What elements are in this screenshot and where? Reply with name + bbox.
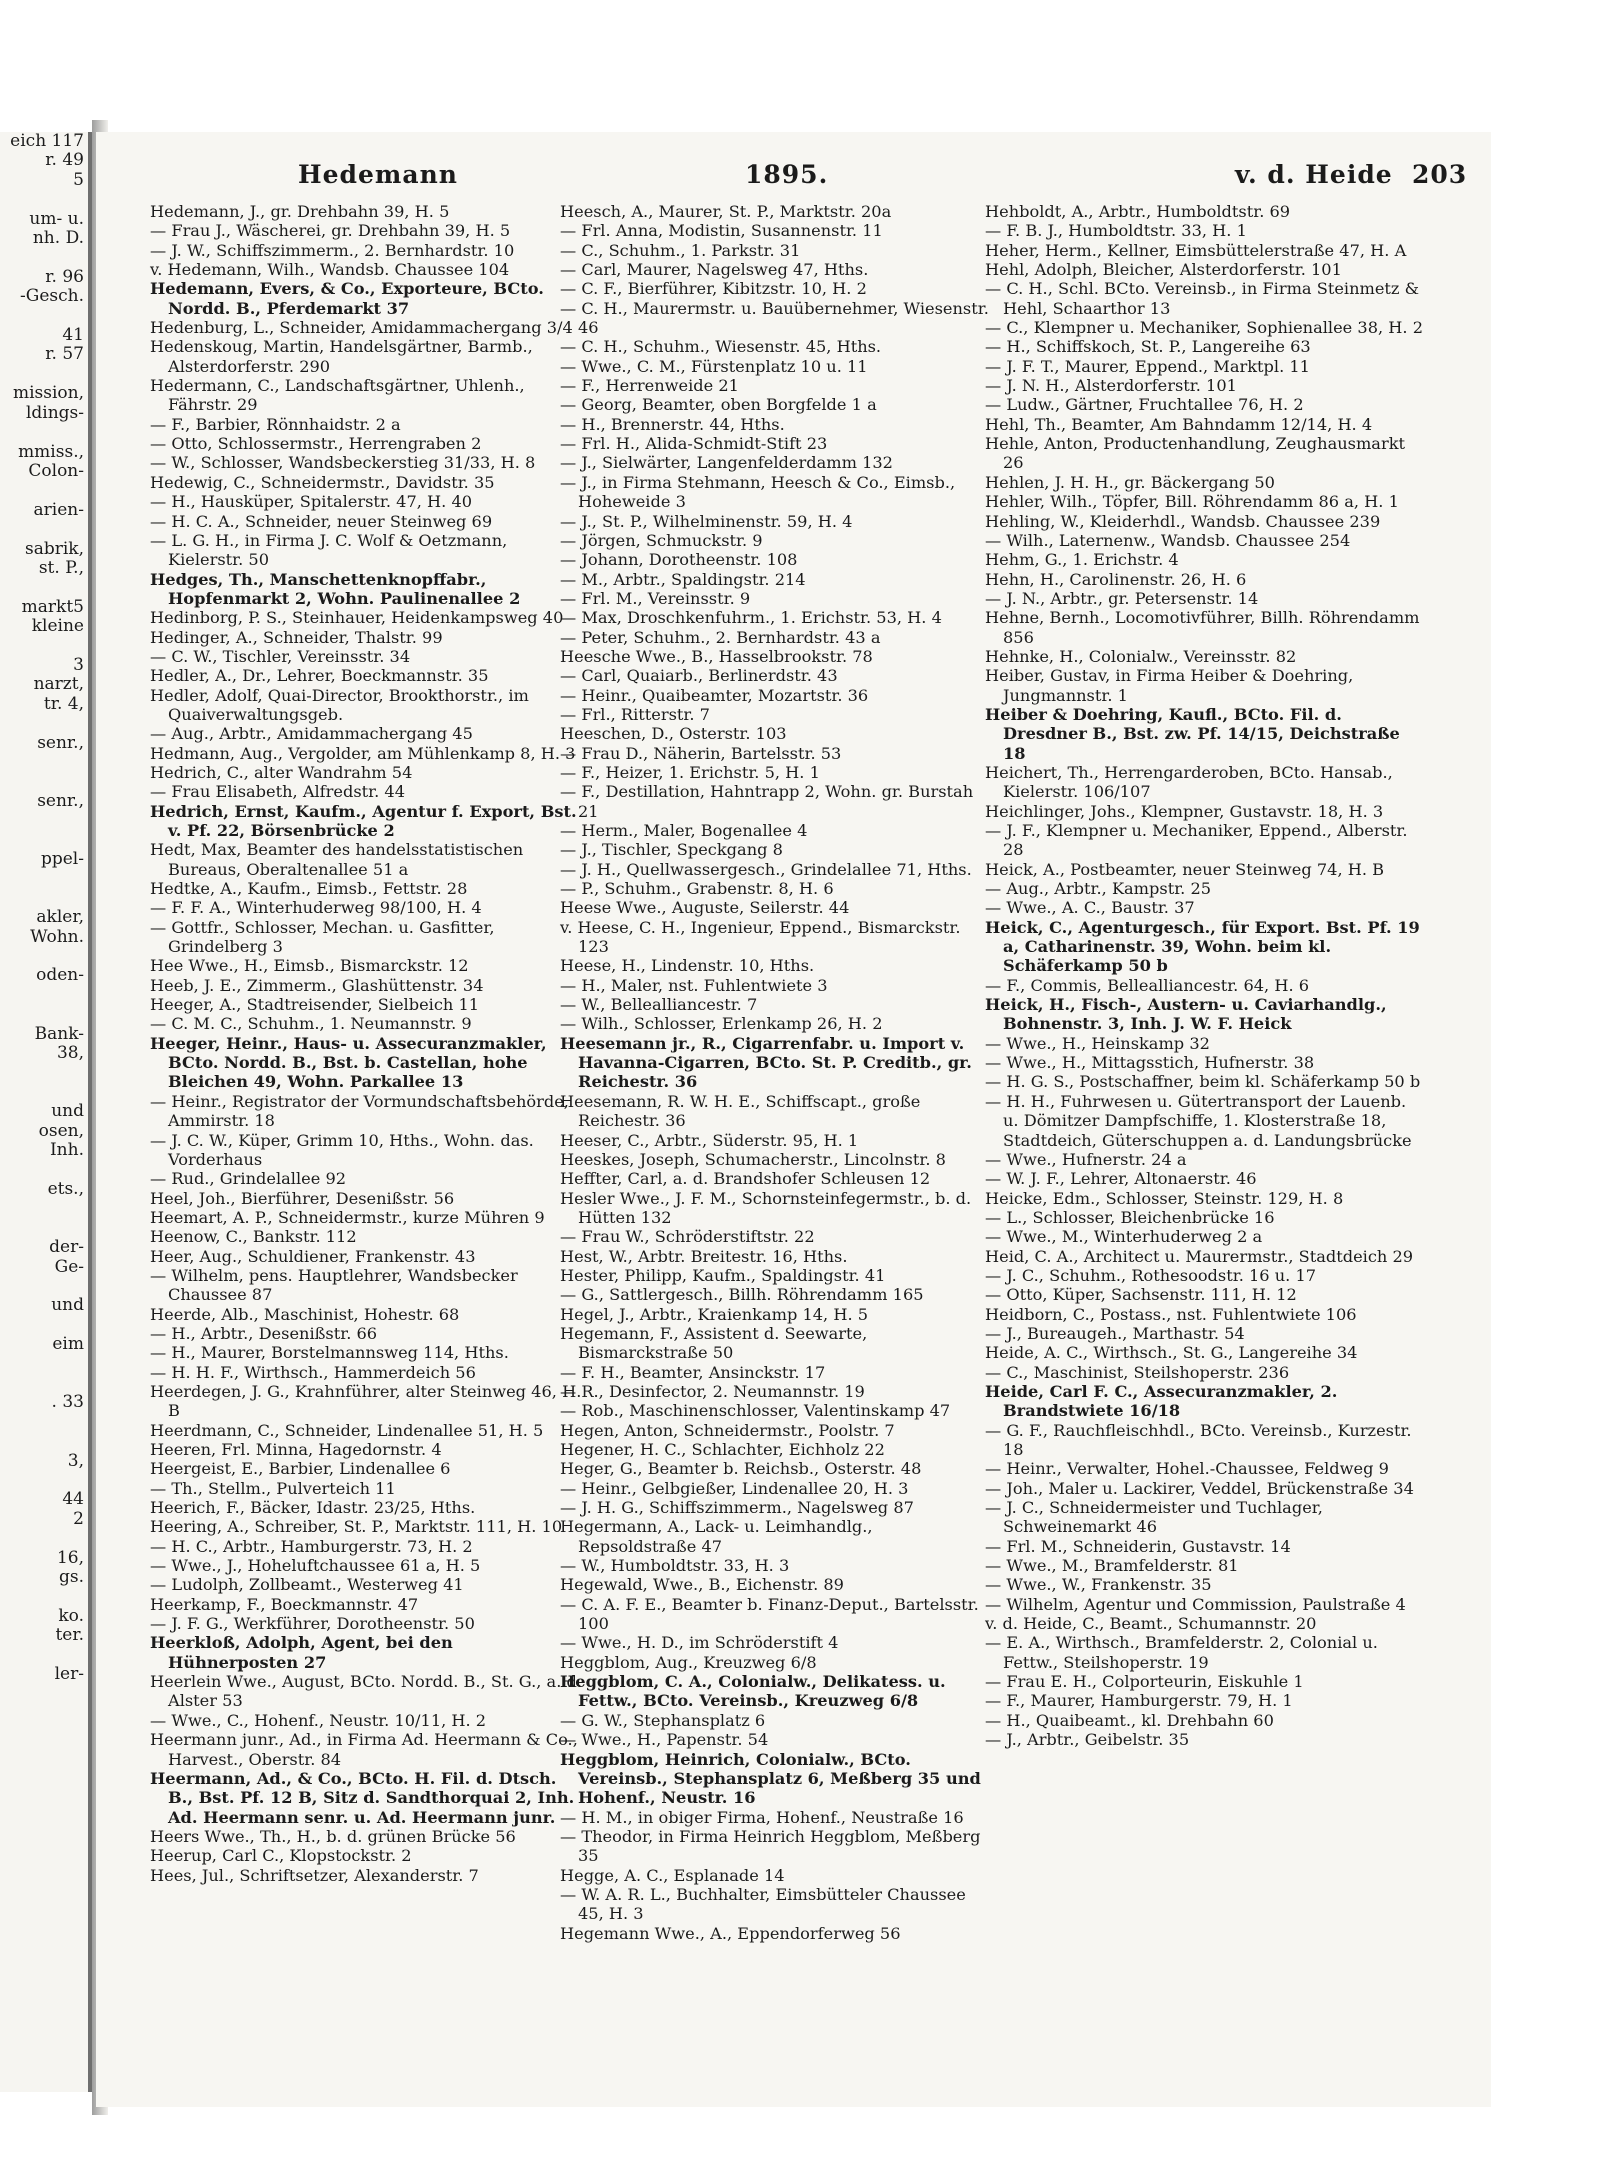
facing-page-fragment (0, 1219, 88, 1238)
facing-page-fragment: Bank- (34, 1023, 84, 1044)
directory-entry: Heers Wwe., Th., H., b. d. grünen Brücke 56 (150, 1826, 516, 1846)
directory-entry: Heerde, Alb., Maschinist, Hohestr. 68 (150, 1304, 460, 1324)
directory-entry: Hehboldt, A., Arbtr., Humboldtstr. 69 (985, 202, 1291, 221)
directory-entry: — J. C., Schuhm., Rothesoodstr. 16 u. 17 (985, 1265, 1317, 1285)
directory-entry: Heffter, Carl, a. d. Brandshofer Schleusen 12 (560, 1169, 931, 1189)
directory-entry: — L., Schlosser, Bleichenbrücke 16 (985, 1207, 1275, 1227)
directory-entry: Heerdegen, J. G., Krahnführer, alter Steinweg 46, H. B (150, 1381, 582, 1421)
header-year: 1895. (745, 160, 829, 189)
facing-page-fragment: ppel- (40, 849, 84, 870)
directory-entry: — C. M. C., Schuhm., 1. Neumannstr. 9 (150, 1014, 472, 1034)
directory-entry: — W., Bellealliancestr. 7 (560, 995, 758, 1015)
facing-page-fragment: r. 57 (45, 344, 84, 365)
header-left-keyword: Hedemann (298, 160, 458, 189)
directory-entry: — Frl. Anna, Modistin, Susannenstr. 11 (560, 221, 883, 241)
directory-entry: — J., Tischler, Speckgang 8 (560, 840, 783, 860)
facing-page-fragment: 38, (56, 1043, 84, 1064)
directory-entry: Heide, A. C., Wirthsch., St. G., Langereihe 34 (985, 1343, 1358, 1363)
directory-entry: Heick, H., Fisch-, Austern- u. Caviarhandlg., Bohnenstr. 3, Inh. J. W. F. Heick (985, 995, 1387, 1034)
directory-entry: — Frau E. H., Colporteurin, Eiskuhle 1 (985, 1672, 1304, 1692)
directory-entry: — Wilh., Laternenw., Wandsb. Chaussee 254 (985, 530, 1351, 550)
directory-entry: Hehle, Anton, Productenhandlung, Zeughausmarkt 26 (985, 434, 1406, 473)
directory-entry: — Wilhelm, Agentur und Commission, Paulstraße 4 (985, 1594, 1406, 1614)
directory-entry: Hegermann, A., Lack- u. Leimhandlg., Repsoldstraße 47 (560, 1517, 873, 1556)
facing-page-fragment (0, 520, 88, 539)
directory-entry: Hedemann, Evers, & Co., Exporteure, BCto. Nordd. B., Pferdemarkt 37 (150, 279, 544, 318)
directory-entry: — E. A., Wirthsch., Bramfelderstr. 2, Colonial u. Fettw., Steilshoperstr. 19 (985, 1633, 1378, 1672)
directory-entry: Hedrich, C., alter Wandrahm 54 (150, 762, 413, 782)
directory-entry: Heergeist, E., Barbier, Lindenallee 6 (150, 1459, 451, 1479)
directory-entry: — C., Klempner u. Mechaniker, Sophienallee 38, H. 2 (985, 318, 1423, 338)
facing-page-fragment: und (51, 1295, 84, 1316)
directory-entry: — J., in Firma Stehmann, Heesch & Co., Eimsb., Hoheweide 3 (560, 472, 956, 512)
directory-entry: Heichlinger, Johs., Klempner, Gustavstr. 18, H. 3 (985, 801, 1384, 821)
facing-page-fragment (0, 481, 88, 500)
directory-entry: — R., Desinfector, 2. Neumannstr. 19 (560, 1381, 865, 1401)
directory-entry: — F., Herrenweide 21 (560, 376, 739, 396)
directory-entry: — Frau Elisabeth, Alfredstr. 44 (150, 782, 406, 802)
directory-entry: — Wwe., H., Papenstr. 54 (560, 1730, 769, 1750)
facing-page-fragment: 3 (73, 654, 84, 675)
directory-entry: — J. F. T., Maurer, Eppend., Marktpl. 11 (985, 356, 1310, 376)
directory-entry: Heerdmann, C., Schneider, Lindenallee 51, H. 5 (150, 1420, 544, 1440)
facing-page-fragment: r. 49 (45, 150, 84, 171)
directory-entry: Heeschen, D., Osterstr. 103 (560, 724, 787, 744)
directory-entry: — Otto, Schlossermstr., Herrengraben 2 (150, 434, 482, 454)
facing-page-fragment: nh. D. (32, 228, 84, 249)
facing-page-fragment (0, 1064, 88, 1083)
directory-entry: Hegen, Anton, Schneidermstr., Poolstr. 7 (560, 1420, 895, 1440)
directory-entry: — Wwe., Hufnerstr. 24 a (985, 1149, 1187, 1169)
directory-entry: — J. N. H., Alsterdorferstr. 101 (985, 376, 1237, 396)
directory-entry: Hedt, Max, Beamter des handelsstatistischen Bureaus, Oberaltenallee 51 a (150, 840, 524, 879)
facing-page-fragment (0, 869, 88, 888)
directory-entry: Heichert, Th., Herrengarderoben, BCto. Hansab., Kielerstr. 106/107 (985, 762, 1393, 802)
directory-entry: Hedenburg, L., Schneider, Amidammachergang 3/4 (150, 318, 573, 338)
directory-entry: Heiber, Gustav, in Firma Heiber & Doehring, Jungmannstr. 1 (985, 666, 1354, 705)
directory-entry: — Heinr., Quaibeamter, Mozartstr. 36 (560, 685, 869, 705)
facing-page-fragment: und (51, 1101, 84, 1122)
directory-entry: Heering, A., Schreiber, St. P., Marktstr. 111, H. 10 (150, 1517, 563, 1537)
facing-page-fragment (0, 1316, 88, 1335)
facing-page-fragment: ldings- (25, 402, 84, 423)
facing-page-fragment: mission, (12, 383, 84, 404)
directory-entry: Hegge, A. C., Esplanade 14 (560, 1865, 785, 1885)
facing-page-fragment: akler, (36, 907, 84, 928)
directory-entry: — Carl, Maurer, Nagelsweg 47, Hths. (560, 260, 869, 280)
directory-entry: — J. W., Schiffszimmerm., 2. Bernhardstr. 10 (150, 240, 515, 260)
directory-entry: — J., Sielwärter, Langenfelderdamm 132 (560, 453, 893, 473)
directory-entry: — Joh., Maler u. Lackirer, Veddel, Brückenstraße 34 (985, 1478, 1414, 1498)
directory-entry: — Wwe., A. C., Baustr. 37 (985, 898, 1195, 918)
directory-entry: — Frl. M., Schneiderin, Gustavstr. 14 (985, 1536, 1291, 1556)
directory-entry: Hedinger, A., Schneider, Thalstr. 99 (150, 627, 443, 647)
directory-entry: — L. G. H., in Firma J. C. Wolf & Oetzmann, Kielerstr. 50 (150, 530, 508, 570)
facing-page-fragment: -Gesch. (20, 286, 84, 307)
facing-page-fragment (0, 1646, 88, 1665)
facing-page-fragment (0, 1083, 88, 1102)
directory-entry: Hedinborg, P. S., Steinhauer, Heidenkampsweg 40 (150, 608, 564, 628)
directory-entry: — J. H., Quellwassergesch., Grindelallee 71, Hths. (560, 859, 972, 879)
directory-entry: — W. J. F., Lehrer, Altonaerstr. 46 (985, 1169, 1257, 1189)
directory-entry: Heeser, C., Arbtr., Süderstr. 95, H. 1 (560, 1130, 859, 1150)
directory-entry: — Wwe., M., Winterhuderweg 2 a (985, 1227, 1263, 1247)
directory-entry: — Frl., Ritterstr. 7 (560, 704, 710, 724)
directory-entry: — Wwe., H. D., im Schröderstift 4 (560, 1633, 839, 1653)
column-2 (560, 202, 995, 1943)
directory-entry: — J. N., Arbtr., gr. Petersenstr. 14 (985, 588, 1259, 608)
facing-page-fragment: ets., (47, 1178, 84, 1199)
facing-page-fragment: arien- (33, 499, 84, 520)
directory-entry: — J. F., Klempner u. Mechaniker, Eppend., Alberstr. 28 (985, 821, 1408, 860)
directory-entry: Hehl, Adolph, Bleicher, Alsterdorferstr. 101 (985, 260, 1342, 280)
directory-entry: — G., Sattlergesch., Billh. Röhrendamm 165 (560, 1285, 924, 1305)
facing-page-fragment: ler- (54, 1664, 84, 1685)
directory-entry: — Wilhelm, pens. Hauptlehrer, Wandsbecker Chaussee 87 (150, 1265, 518, 1305)
directory-entry: — G. F., Rauchfleischhdl., BCto. Vereinsb., Kurzestr. 18 (985, 1420, 1412, 1459)
directory-entry: — Rud., Grindelallee 92 (150, 1169, 347, 1189)
directory-entry: — Peter, Schuhm., 2. Bernhardstr. 43 a (560, 627, 881, 647)
directory-entry: Heeb, J. E., Zimmerm., Glashüttenstr. 34 (150, 975, 484, 995)
directory-entry: — H., Arbtr., Desenißstr. 66 (150, 1323, 378, 1343)
directory-entry: — Wilh., Schlosser, Erlenkamp 26, H. 2 (560, 1014, 883, 1034)
directory-entry: Hehler, Wilh., Töpfer, Bill. Röhrendamm 86 a, H. 1 (985, 492, 1399, 512)
directory-entry: Hedrich, Ernst, Kaufm., Agentur f. Export, Bst. v. Pf. 22, Börsenbrücke 2 (150, 801, 577, 840)
directory-entry: Hedmann, Aug., Vergolder, am Mühlenkamp 8, H. 3 (150, 743, 576, 763)
facing-page-fragment (0, 831, 88, 850)
directory-entry: — Heinr., Registrator der Vormundschaftsbehörde, Ammirstr. 18 (150, 1091, 569, 1131)
directory-entry: — W., Humboldtstr. 33, H. 3 (560, 1556, 790, 1576)
directory-entry: — F., Barbier, Rönnhaidstr. 2 a (150, 414, 401, 434)
facing-page-fragment (0, 248, 88, 267)
directory-entry: Hehl, Th., Beamter, Am Bahndamm 12/14, H. 4 (985, 414, 1373, 434)
directory-entry: — Heinr., Gelbgießer, Lindenallee 20, H. 3 (560, 1478, 909, 1498)
directory-entry: v. d. Heide, C., Beamt., Schumannstr. 20 (985, 1614, 1317, 1634)
directory-entry: Heer, Aug., Schuldiener, Frankenstr. 43 (150, 1246, 476, 1266)
directory-entry: — Frau J., Wäscherei, gr. Drehbahn 39, H. 5 (150, 221, 511, 241)
facing-page-fragment: Colon- (28, 460, 84, 481)
directory-entry: — J. C., Schneidermeister und Tuchlager, Schweinemarkt 46 (985, 1498, 1323, 1537)
directory-entry: Heger, G., Beamter b. Reichsb., Osterstr. 48 (560, 1459, 922, 1479)
directory-entry: — H., Brennerstr. 44, Hths. (560, 414, 785, 434)
directory-entry: Heesch, A., Maurer, St. P., Marktstr. 20a (560, 202, 892, 221)
directory-entry: Hees, Jul., Schriftsetzer, Alexanderstr. 7 (150, 1865, 479, 1885)
facing-page-fragment (0, 1587, 88, 1606)
directory-entry: Heesche Wwe., B., Hasselbrookstr. 78 (560, 646, 873, 666)
facing-page-fragment: st. P., (38, 557, 84, 578)
directory-entry: Heggblom, Aug., Kreuzweg 6/8 (560, 1652, 817, 1672)
facing-page-fragment (0, 714, 88, 733)
directory-entry: Heermann junr., Ad., in Firma Ad. Heermann & Co., Harvest., Oberstr. 84 (150, 1730, 578, 1769)
facing-page-edge (0, 132, 93, 2092)
directory-entry: — J. F. G., Werkführer, Dorotheenstr. 50 (150, 1614, 475, 1634)
directory-entry: Heggblom, C. A., Colonialw., Delikatess. u. Fettw., BCto. Vereinsb., Kreuzweg 6/8 (560, 1672, 946, 1711)
directory-entry: — F. B. J., Humboldtstr. 33, H. 1 (985, 221, 1247, 241)
directory-entry: Hedler, Adolf, Quai-Director, Brookthorstr., im Quaiverwaltungsgeb. (150, 685, 529, 724)
directory-entry: Heeger, A., Stadtreisender, Sielbeich 11 (150, 995, 480, 1015)
directory-entry: — Frl. H., Alida-Schmidt-Stift 23 (560, 434, 828, 454)
directory-entry: Heggblom, Heinrich, Colonialw., BCto. Vereinsb., Stephansplatz 6, Meßberg 35 und Hohenf., Neustr. 16 (560, 1749, 981, 1808)
directory-entry: Heesemann, R. W. H. E., Schiffscapt., große Reichestr. 36 (560, 1091, 921, 1131)
facing-page-fragment: narzt, (33, 674, 84, 695)
facing-page-fragment: senr., (37, 732, 84, 753)
directory-entry: Heid, C. A., Architect u. Maurermstr., Stadtdeich 29 (985, 1246, 1414, 1266)
column-1 (150, 202, 585, 1885)
facing-page-fragment: 5 (73, 169, 84, 190)
directory-entry: — Wwe., C. M., Fürstenplatz 10 u. 11 (560, 356, 868, 376)
directory-entry: Heeren, Frl. Minna, Hagedornstr. 4 (150, 1440, 442, 1459)
directory-entry: Hedler, A., Dr., Lehrer, Boeckmannstr. 35 (150, 666, 489, 686)
facing-page-fragment: Inh. (49, 1140, 84, 1161)
column-3 (985, 202, 1425, 1750)
directory-entry: — H., Quaibeamt., kl. Drehbahn 60 (985, 1710, 1274, 1730)
facing-page-fragment (0, 1529, 88, 1548)
directory-entry: — P., Schuhm., Grabenstr. 8, H. 6 (560, 879, 834, 899)
directory-entry: Hedermann, C., Landschaftsgärtner, Uhlenh., Fährstr. 29 (150, 376, 525, 415)
directory-entry: — C. H., Schuhm., Wiesenstr. 45, Hths. (560, 337, 882, 357)
directory-entry: Heenow, C., Bankstr. 112 (150, 1227, 357, 1247)
facing-page-fragment (0, 753, 88, 772)
facing-page-fragment: senr., (37, 790, 84, 811)
facing-page-fragment: tr. 4, (43, 693, 84, 714)
facing-page-fragment (0, 307, 88, 326)
directory-entry: — H., Maurer, Borstelmannsweg 114, Hths. (150, 1343, 509, 1363)
directory-entry: Hehnke, H., Colonialw., Vereinsstr. 82 (985, 646, 1297, 666)
directory-entry: — J., Bureaugeh., Marthastr. 54 (985, 1323, 1245, 1343)
directory-entry: — H. M., in obiger Firma, Hohenf., Neustraße 16 (560, 1807, 964, 1827)
directory-entry: Hedenskoug, Martin, Handelsgärtner, Barmb., Alsterdorferstr. 290 (150, 337, 533, 376)
facing-page-fragment: mmiss., (18, 441, 84, 462)
facing-page-fragment (0, 1413, 88, 1432)
facing-page-fragment (0, 190, 88, 209)
directory-entry: — C. A. F. E., Beamter b. Finanz-Deput., Bartelsstr. 100 (560, 1594, 979, 1634)
directory-entry: Heicke, Edm., Schlosser, Steinstr. 129, H. 8 (985, 1188, 1344, 1208)
directory-entry: — H., Schiffskoch, St. P., Langereihe 63 (985, 337, 1311, 357)
facing-page-fragment: kleine (31, 616, 84, 637)
facing-page-fragment (0, 423, 88, 442)
facing-page-fragment (0, 1432, 88, 1451)
directory-entry: — F., Maurer, Hamburgerstr. 79, H. 1 (985, 1691, 1293, 1711)
directory-entry: Heemart, A. P., Schneidermstr., kurze Mühren 9 (150, 1207, 545, 1227)
directory-entry: Hegemann, F., Assistent d. Seewarte, Bismarckstraße 50 (560, 1323, 868, 1363)
directory-entry: — H. C. A., Schneider, neuer Steinweg 69 (150, 511, 493, 531)
directory-entry: — Frl. M., Vereinsstr. 9 (560, 588, 751, 608)
directory-entry: — Wwe., C., Hohenf., Neustr. 10/11, H. 2 (150, 1710, 487, 1730)
facing-page-fragment (0, 1277, 88, 1296)
directory-entry: Heick, A., Postbeamter, neuer Steinweg 74, H. B (985, 859, 1385, 879)
facing-page-fragment: . 33 (51, 1392, 84, 1413)
directory-entry: — Herm., Maler, Bogenallee 4 (560, 821, 808, 840)
facing-page-fragment: markt5 (21, 596, 84, 617)
directory-entry: — H. H. F., Wirthsch., Hammerdeich 56 (150, 1362, 476, 1382)
directory-entry: — Heinr., Verwalter, Hohel.-Chaussee, Feldweg 9 (985, 1459, 1389, 1479)
directory-entry: Hehn, H., Carolinenstr. 26, H. 6 (985, 569, 1247, 589)
directory-entry: Hehlen, J. H. H., gr. Bäckergang 50 (985, 472, 1275, 492)
directory-entry: — Wwe., M., Bramfelderstr. 81 (985, 1556, 1239, 1576)
facing-page-fragment (0, 1199, 88, 1218)
facing-page-fragment: Wohn. (30, 926, 84, 947)
directory-entry: Hest, W., Arbtr. Breitestr. 16, Hths. (560, 1246, 848, 1266)
directory-entry: — J., St. P., Wilhelminenstr. 59, H. 4 (560, 511, 853, 531)
directory-entry: Hedemann, J., gr. Drehbahn 39, H. 5 (150, 202, 450, 221)
facing-page-fragment: 2 (73, 1508, 84, 1529)
directory-entry: Hesler Wwe., J. F. M., Schornsteinfegermstr., b. d. Hütten 132 (560, 1188, 972, 1227)
directory-entry: Heerup, Carl C., Klopstockstr. 2 (150, 1846, 412, 1866)
directory-entry: — W., Schlosser, Wandsbeckerstieg 31/33, H. 8 (150, 453, 536, 473)
directory-entry: — H., Hausküper, Spitalerstr. 47, H. 40 (150, 492, 473, 512)
directory-entry: — Wwe., W., Frankenstr. 35 (985, 1575, 1212, 1595)
directory-entry: Heidborn, C., Postass., nst. Fuhlentwiete 106 (985, 1304, 1357, 1324)
facing-page-fragment (0, 947, 88, 966)
page-header (150, 160, 1470, 196)
facing-page-fragment: r. 96 (45, 266, 84, 287)
facing-page-fragment (0, 889, 88, 908)
directory-entry: — Ludolph, Zollbeamt., Westerweg 41 (150, 1575, 464, 1595)
directory-entry: — M., Arbtr., Spaldingstr. 214 (560, 569, 806, 589)
directory-entry: — W. A. R. L., Buchhalter, Eimsbütteler Chaussee 45, H. 3 (560, 1884, 966, 1924)
page-number: 203 (1412, 160, 1468, 189)
facing-page-fragment: Ge- (54, 1256, 84, 1277)
directory-entry: — F. F. A., Winterhuderweg 98/100, H. 4 (150, 898, 482, 918)
facing-page-fragment: osen, (38, 1120, 84, 1141)
directory-entry: Hegener, H. C., Schlachter, Eichholz 22 (560, 1440, 885, 1459)
directory-entry: Heide, Carl F. C., Assecuranzmakler, 2. Brandstwiete 16/18 (985, 1381, 1338, 1421)
facing-page-fragment (0, 1005, 88, 1024)
directory-entry: — Max, Droschkenfuhrm., 1. Erichstr. 53, H. 4 (560, 608, 942, 628)
directory-entry: — F. H., Beamter, Ansinckstr. 17 (560, 1362, 826, 1382)
facing-page-fragment (0, 365, 88, 384)
directory-entry: Hegemann Wwe., A., Eppendorferweg 56 (560, 1923, 901, 1943)
directory-entry: — C. W., Tischler, Vereinsstr. 34 (150, 646, 411, 666)
facing-page-fragment: um- u. (29, 208, 84, 229)
facing-page-fragment: 16, (56, 1547, 84, 1568)
directory-entry: v. Heese, C. H., Ingenieur, Eppend., Bismarckstr. 123 (560, 917, 961, 957)
directory-entry: — Rob., Maschinenschlosser, Valentinskamp 47 (560, 1401, 951, 1421)
facing-page-fragment: oden- (36, 965, 84, 986)
directory-entry: Heesemann jr., R., Cigarrenfabr. u. Import v. Havanna-Cigarren, BCto. St. P. Creditb., gr. Reichestr. 36 (560, 1033, 972, 1092)
directory-entry: Heerkamp, F., Boeckmannstr. 47 (150, 1594, 419, 1614)
directory-entry: — F., Heizer, 1. Erichstr. 5, H. 1 (560, 762, 820, 782)
facing-page-fragment (0, 1471, 88, 1490)
directory-entry: — Jörgen, Schmuckstr. 9 (560, 530, 763, 550)
directory-entry: — Wwe., J., Hoheluftchaussee 61 a, H. 5 (150, 1556, 481, 1576)
directory-entry: Hehling, W., Kleiderhdl., Wandsb. Chaussee 239 (985, 511, 1381, 531)
directory-entry: — Carl, Quaiarb., Berlinerdstr. 43 (560, 666, 838, 686)
directory-entry: — C. H., Maurermstr. u. Bauübernehmer, Wiesenstr. 46 (560, 298, 989, 338)
directory-entry: Heher, Herm., Kellner, Eimsbüttelerstraße 47, H. A (985, 240, 1407, 260)
directory-entry: Heese, H., Lindenstr. 10, Hths. (560, 956, 815, 976)
facing-page-fragment (0, 772, 88, 791)
directory-entry: — H. G. S., Postschaffner, beim kl. Schäferkamp 50 b (985, 1072, 1421, 1092)
facing-page-fragment: der- (49, 1237, 84, 1258)
directory-entry: — Gottfr., Schlosser, Mechan. u. Gasfitter, Grindelberg 3 (150, 917, 495, 957)
directory-entry: — G. W., Stephansplatz 6 (560, 1710, 766, 1730)
facing-page-fragment: ter. (55, 1625, 84, 1646)
directory-entry: — H. H., Fuhrwesen u. Gütertransport der Lauenb. u. Dömitzer Dampfschiffe, 1. Klosterstraße 18, Stadtdeich, Güterschuppen a. d. Landungsbrücke (985, 1091, 1412, 1150)
directory-entry: — Aug., Arbtr., Kampstr. 25 (985, 879, 1212, 899)
directory-entry: Hee Wwe., H., Eimsb., Bismarckstr. 12 (150, 956, 469, 976)
directory-entry: Hedges, Th., Manschettenknopffabr., Hopfenmarkt 2, Wohn. Paulinenallee 2 (150, 569, 521, 608)
directory-entry: — Frau D., Näherin, Bartelsstr. 53 (560, 743, 842, 763)
directory-entry: Hegewald, Wwe., B., Eichenstr. 89 (560, 1575, 844, 1595)
directory-entry: Hegel, J., Arbtr., Kraienkamp 14, H. 5 (560, 1304, 869, 1324)
directory-entry: — Ludw., Gärtner, Fruchtallee 76, H. 2 (985, 395, 1304, 415)
directory-entry: Heeskes, Joseph, Schumacherstr., Lincolnstr. 8 (560, 1149, 946, 1169)
directory-entry: Hedtke, A., Kaufm., Eimsb., Fettstr. 28 (150, 879, 468, 899)
facing-page-fragment: gs. (58, 1567, 84, 1588)
directory-entry: — Theodor, in Firma Heinrich Heggblom, Meßberg 35 (560, 1826, 981, 1866)
facing-page-fragment (0, 986, 88, 1005)
directory-entry: Heerkloß, Adolph, Agent, bei den Hühnerposten 27 (150, 1633, 453, 1672)
directory-entry: — Johann, Dorotheenstr. 108 (560, 550, 798, 570)
header-right-keyword: v. d. Heide (1235, 160, 1393, 189)
facing-page-fragment: 41 (62, 325, 84, 346)
facing-page-fragment: 44 (62, 1489, 84, 1510)
directory-entry: — Otto, Küper, Sachsenstr. 111, H. 12 (985, 1285, 1297, 1305)
directory-entry: Heiber & Doehring, Kaufl., BCto. Fil. d. Dresdner B., Bst. zw. Pf. 14/15, Deichstraße 18 (985, 704, 1400, 763)
scan-margin (0, 0, 1600, 58)
directory-entry: Heerlein Wwe., August, BCto. Nordd. B., St. G., a. d. Alster 53 (150, 1672, 582, 1711)
directory-entry: Hedewig, C., Schneidermstr., Davidstr. 35 (150, 472, 495, 492)
facing-page-fragment: eich 117 (10, 132, 84, 151)
directory-entry: — Wwe., H., Heinskamp 32 (985, 1033, 1210, 1053)
directory-entry: v. Hedemann, Wilh., Wandsb. Chaussee 104 (150, 260, 510, 280)
directory-entry: — Frau W., Schröderstiftstr. 22 (560, 1227, 815, 1247)
facing-page-fragment: ko. (58, 1605, 84, 1626)
directory-entry: — C., Maschinist, Steilshoperstr. 236 (985, 1362, 1290, 1382)
directory-entry: — C. H., Schl. BCto. Vereinsb., in Firma Steinmetz & Hehl, Schaarthor 13 (985, 279, 1420, 318)
facing-page-fragment (0, 1161, 88, 1180)
facing-page-fragment: sabrik, (24, 538, 84, 559)
directory-entry: — H., Maler, nst. Fuhlentwiete 3 (560, 975, 828, 995)
directory-entry: Hehm, G., 1. Erichstr. 4 (985, 550, 1179, 570)
directory-entry: — F., Commis, Bellealliancestr. 64, H. 6 (985, 975, 1310, 995)
directory-entry: — Wwe., H., Mittagsstich, Hufnerstr. 38 (985, 1053, 1315, 1073)
directory-entry: Heick, C., Agenturgesch., für Export. Bst. Pf. 19 a, Catharinenstr. 39, Wohn. beim kl. Schäferkamp 50 b (985, 917, 1420, 976)
directory-entry: Heeger, Heinr., Haus- u. Assecuranzmakler, BCto. Nordd. B., Bst. b. Castellan, hohe Bleichen 49, Wohn. Parkallee 13 (150, 1033, 547, 1092)
directory-entry: — H. C., Arbtr., Hamburgerstr. 73, H. 2 (150, 1536, 473, 1556)
directory-entry: Heese Wwe., Auguste, Seilerstr. 44 (560, 898, 850, 918)
directory-entry: — F., Destillation, Hahntrapp 2, Wohn. gr. Burstah 21 (560, 782, 974, 821)
directory-entry: Hester, Philipp, Kaufm., Spaldingstr. 41 (560, 1265, 886, 1285)
facing-page-fragment (0, 1355, 88, 1374)
directory-entry: — Aug., Arbtr., Amidammachergang 45 (150, 724, 473, 744)
directory-entry: — Georg, Beamter, oben Borgfelde 1 a (560, 395, 877, 415)
facing-page-fragment (0, 1374, 88, 1393)
facing-page-fragment: eim (52, 1334, 84, 1355)
directory-entry: — J., Arbtr., Geibelstr. 35 (985, 1730, 1190, 1750)
facing-page-fragment: 3, (67, 1450, 84, 1471)
directory-entry: Heel, Joh., Bierführer, Desenißstr. 56 (150, 1188, 455, 1208)
directory-entry: Hehne, Bernh., Locomotivführer, Billh. Röhrendamm 856 (985, 608, 1420, 647)
facing-page-fragment (0, 811, 88, 830)
directory-entry: — J. H. G., Schiffszimmerm., Nagelsweg 87 (560, 1498, 914, 1518)
facing-page-fragment (0, 637, 88, 656)
directory-entry: — C. F., Bierführer, Kibitzstr. 10, H. 2 (560, 279, 867, 299)
facing-page-fragment (0, 578, 88, 597)
directory-entry: Heermann, Ad., & Co., BCto. H. Fil. d. Dtsch. B., Bst. Pf. 12 B, Sitz d. Sandthorquai 2, Inh. Ad. Heermann senr. u. Ad. Heermann junr. (150, 1768, 575, 1827)
directory-entry: — J. C. W., Küper, Grimm 10, Hths., Wohn. das. Vorderhaus (150, 1130, 534, 1169)
directory-entry: — Th., Stellm., Pulverteich 11 (150, 1478, 396, 1498)
directory-entry: Heerich, F., Bäcker, Idastr. 23/25, Hths. (150, 1498, 476, 1518)
directory-entry: — C., Schuhm., 1. Parkstr. 31 (560, 240, 801, 260)
